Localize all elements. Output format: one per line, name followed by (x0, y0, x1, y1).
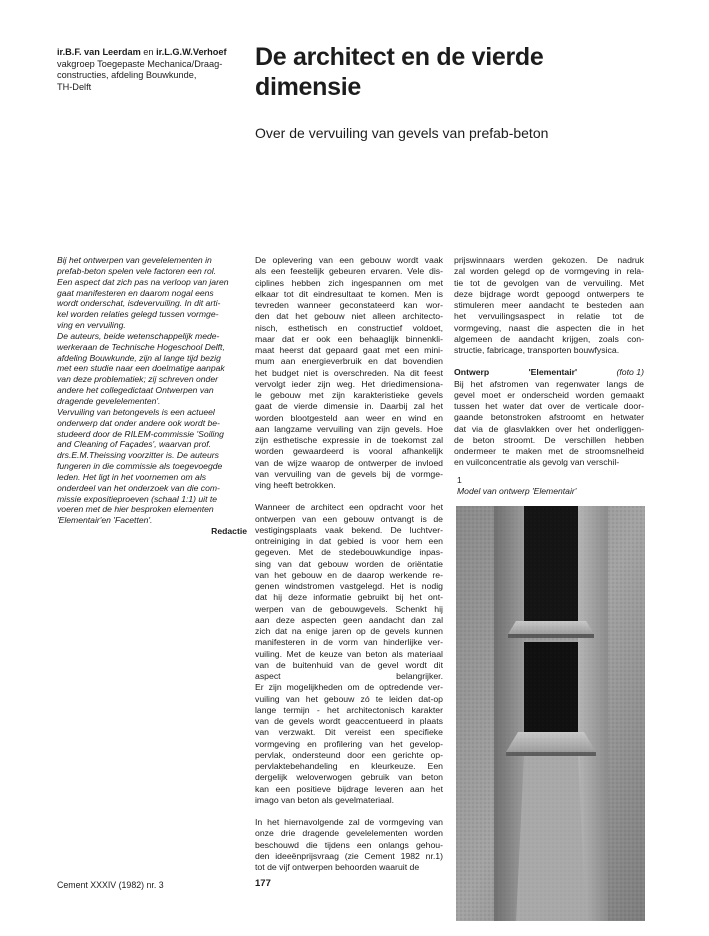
text-line: vuiling. Met de keuze van beton als materiaal (255, 648, 443, 659)
text-line: van de wijze waarop de ontwerper de invloed (255, 457, 443, 468)
text-line: and Cleaning of Façades', waarvan prof. (57, 439, 212, 450)
text-line: gaat manifesteren en daarom nogal eens (57, 287, 214, 298)
text-line: manifesteren in de vorm van hinderlijke ver- (255, 637, 443, 648)
author-block (57, 47, 242, 93)
text-line: 'Elementair'en 'Facetten'. (57, 515, 153, 526)
text-line: onderwerp dat onder andere ook wordt be- (57, 417, 220, 428)
text-line: Een aspect dat zich pas na verloop van jaren (57, 276, 229, 287)
article-title (255, 42, 675, 102)
text-line: imago van beton als gevelmateriaal. (255, 794, 395, 805)
text-line: ving en vervuiling. (57, 320, 126, 331)
text-line: fungeren in die commissie als toegevoegde (57, 461, 223, 472)
text-line: dat hij deze informatie gebruikt bij het ont- (255, 592, 443, 603)
text-line: aan langzame vervuiling van zijn gevels. Hoe (255, 423, 443, 434)
text-line: ving heeft betrokken. (255, 480, 336, 490)
title-line: De architect en de vierde (255, 43, 544, 71)
figure-caption (457, 475, 647, 497)
text-line: elkaar tot dit eindresultaat te komen. Men is (255, 288, 443, 299)
text-line: De auteurs, beide wetenschappelijk mede- (57, 330, 220, 341)
facade-model-photo (456, 506, 645, 921)
text-line: genen windstromen vastgelegd. Het is nodig (255, 581, 443, 591)
figure-caption-text: Model van ontwerp 'Elementair' (457, 486, 577, 496)
text-line: studeerd door de RILEM-commissie 'Soiling (57, 428, 224, 439)
text-line: werkeraan de Technische Hogeschool Delft, (57, 341, 225, 352)
body-column-2 (255, 255, 443, 873)
editor-signature: Redactie (211, 526, 247, 537)
text-line: van het gebouw en de daarop werkende re- (255, 569, 443, 580)
paragraph (255, 502, 443, 806)
section-heading-design-name: 'Elementair' (528, 367, 578, 378)
text-line: vormgeving, naast die aspecten die in het (454, 322, 644, 333)
text-line: de beton stroomt. De verschillen hebben (454, 434, 644, 445)
text-line: ontreiniging in dat gebied is voor hem een (255, 536, 443, 546)
text-line: den ideeënprijsvraag (zie Cement 1982 nr.1) (255, 850, 443, 861)
text-line: Bij het afstromen van regenwater langs de (454, 378, 644, 389)
text-line: lange termijn - het architectonisch karakter (255, 704, 443, 715)
text-line: ontwerpen van een gebouw ontvangt is de (255, 513, 443, 524)
text-line: mum aan energieverbruik en dat bovendien (255, 356, 443, 367)
text-line: De oplevering van een gebouw wordt vaak (255, 255, 443, 265)
text-line: prijswinnaars werden gekozen. De nadruk (454, 255, 644, 265)
text-line: onze drie dragende gevelelementen worden (255, 828, 443, 839)
section-heading-figure-ref: (foto 1) (616, 367, 644, 378)
author-name-2: ir.L.G.W.Verhoef (156, 47, 227, 57)
text-line: gegeven. Met de stedebouwkundige inpas- (255, 547, 443, 558)
text-line: pervlak, ondersteund door een gerichte op- (255, 749, 443, 760)
author-affiliation-line: vakgroep Toegepaste Mechanica/Draag- (57, 58, 223, 69)
text-line: dragende gevelelementen'. (57, 395, 161, 406)
text-line: zich dat na enige jaren op de gevels kunnen (255, 626, 443, 636)
text-line: het budget niet is overschreden. Na dit feest (255, 367, 443, 378)
text-line: van de buitenhuid van de gevel wordt dit (255, 659, 443, 670)
author-name-1: ir.B.F. van Leerdam (57, 47, 141, 57)
text-line: gaande betonstroken afstroomt en hetwater (454, 412, 644, 423)
text-line: vestigingsplaats vaak bekend. De luchtver- (255, 524, 443, 535)
text-line: het vervuilingsaspect in relatie tot de (454, 311, 644, 322)
journal-footer: Cement XXXIV (1982) nr. 3 (57, 880, 164, 890)
text-line: tie tot de gevolgen van de vervuiling. Met (454, 277, 644, 288)
author-names (57, 47, 242, 59)
text-line: In het hiernavolgende zal de vormgeving van (255, 817, 443, 827)
text-line: afdeling Bouwkunde, zijn al lange tijd bezig (57, 352, 221, 363)
text-line: ondermeer te maken met de stroomsnelheid (454, 446, 644, 456)
text-line: zal worden gelegd op de vormgeving in rela- (454, 266, 644, 277)
facade-model-illustration (456, 506, 645, 921)
text-line: structie, fabricage, transporten bouwfysica. (454, 345, 620, 355)
text-line: en vuilconcentratie als gevolg van verschil- (454, 457, 620, 468)
text-line: dat via de glasvlakken over het onderliggen- (454, 423, 644, 434)
section-heading-label: Ontwerp (454, 367, 490, 378)
author-affiliation-line: constructies, afdeling Bouwkunde, (57, 70, 197, 81)
paragraph (255, 255, 443, 491)
author-affiliation-line: TH-Delft (57, 81, 92, 92)
figure-number: 1 (457, 475, 462, 485)
text-line: deze bijdrage wordt gepoogd ontwerpers te (454, 288, 644, 299)
page-number: 177 (255, 878, 271, 889)
text-line: van de gevels wordt geaccentueerd in plaats (255, 716, 443, 726)
text-line: vuiling van het gebouw zó te leiden dat-op (255, 693, 443, 704)
text-line: gevel moet er onderscheid worden gemaakt (454, 389, 644, 400)
text-line: andere het collegedictaat Ontwerpen van (57, 385, 214, 396)
text-line: zijn esthetische expressie in de toekomst zal (255, 435, 443, 445)
text-line: van vervuiling van de gevels bij de vormge- (255, 468, 443, 479)
text-line: Er zijn mogelijkheden om de optredende ver- (255, 682, 443, 693)
text-line: stimuleren meer aandacht te besteden aan (454, 300, 644, 310)
body-column-3 (454, 255, 644, 469)
paragraph (255, 817, 443, 873)
text-line: kel worden relaties gelegd tussen vormge- (57, 309, 219, 320)
text-line: tussen het water dat over de verticale door- (454, 401, 644, 411)
title-line: dimensie (255, 73, 361, 101)
text-line: prefab-beton spelen vele factoren een rol. (57, 265, 217, 276)
text-line: nisch, esthetisch en constructief voldoet, (255, 322, 443, 333)
paragraph (454, 379, 644, 469)
abstract (57, 255, 247, 537)
text-line: met een studie naar een doelmatige aanpak (57, 363, 225, 374)
text-line: wordt onderschat, isdevervuiling. In dit arti- (57, 298, 221, 309)
text-line: Wanneer de architect een opdracht voor het (255, 502, 443, 513)
text-line: algemeen de aandacht krijgen, zoals con- (454, 333, 644, 344)
text-line: vormgeving en profilering van het gevelop- (255, 738, 443, 749)
text-line: gaat de vierde dimensie in. Daarbij zal het (255, 401, 443, 412)
text-line: worden blootgesteld aan weer en wind en (255, 412, 443, 423)
text-line: Bij het ontwerpen van gevelelementen in (57, 255, 212, 265)
text-line: van verzwakt. Dit vereist een specifieke (255, 727, 443, 738)
article-subtitle: Over de vervuiling van gevels van prefab-beton (255, 125, 549, 141)
text-line: ciplines hebben zich ingespannen om met (255, 277, 443, 288)
text-line: beschouwd die tijdens een onlangs gehou- (255, 839, 443, 850)
text-line: kan een positieve bijdrage leveren aan het (255, 783, 443, 794)
text-line: leden. Het ligt in het voornemen om als (57, 471, 207, 482)
text-line: van deze problematiek; zij schreven onder (57, 374, 218, 385)
text-line: maat heerst dat gepaard gaat met een mini- (255, 345, 443, 355)
text-line: pervlaktebehandeling en kleurkeuze. Een (255, 761, 443, 771)
text-line: drs.E.M.Theissing voorzitter is. De auteurs (57, 450, 219, 461)
text-line: dergelijk weloverwogen gebruik van beton (255, 772, 443, 783)
text-line: aspect belangrijker. (255, 671, 443, 681)
author-conjunction: en (140, 47, 157, 57)
text-line: den dat het gebouw niet alleen architecto- (255, 311, 443, 322)
paragraph (454, 255, 644, 356)
text-line: Vervuiling van betongevels is een actueel (57, 406, 215, 417)
text-line: le gebouw met zijn karakteristieke gevels (255, 390, 443, 400)
text-line: missie expositieproeven (schaal 1:1) uit te (57, 493, 218, 504)
text-line: sing van dat gebouw worden de oriëntatie (255, 558, 443, 569)
section-heading (454, 367, 644, 378)
text-line: vervolgt ieder zijn weg. Het driedimensiona- (255, 378, 443, 389)
text-line: tevreden wanneer geconstateerd kan wor- (255, 300, 443, 310)
text-line: aan deze aspecten geen aandacht dan zal (255, 614, 443, 625)
text-line: tot de vijf ontwerpen behoorden waaruit de (255, 862, 420, 872)
text-line: werpen van de gebouwgevels. Schenkt hij (255, 603, 443, 614)
text-line: worden gewaardeerd is vooral afhankelijk (255, 446, 443, 457)
text-line: als een feestelijk gebeuren ervaren. Vele dis- (255, 266, 443, 277)
text-line: onderdeel van het onderzoek van die com- (57, 482, 220, 493)
text-line: maar dat er ook een behaaglijk binnenkli- (255, 333, 443, 344)
text-line: voeren met de hier besproken elementen (57, 504, 214, 515)
